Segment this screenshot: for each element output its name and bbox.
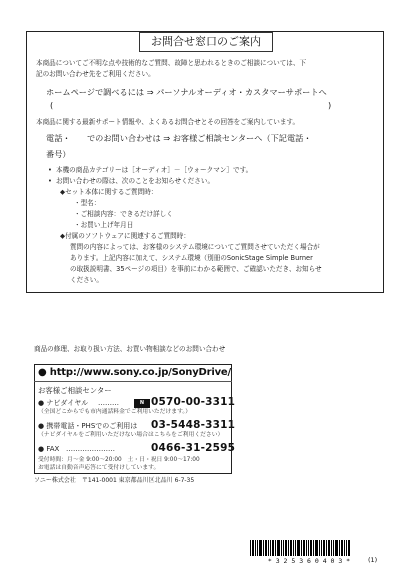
intro-line-1: 本商品についてご不明な点や技術的なご質問、故障と思われるときのご相談については、下 (36, 59, 307, 67)
support-url-link[interactable]: ● http://www.sony.co.jp/SonyDrive/ (38, 367, 231, 378)
software-line-3: の取扱説明書、35ページの項目）を事前にわかる範囲で、ご確認いただき、お知らせ (70, 265, 322, 273)
intro-line-2: 記のお問い合わせ先をご利用ください。 (36, 70, 155, 78)
model-name-item: ・型名： (74, 199, 101, 207)
barcode-icon (250, 540, 368, 556)
navi-dots: ……… (98, 399, 119, 407)
software-line-1: 質問の内容によっては、お客様のシステム環境についてご質問させていただく場合が (70, 243, 320, 251)
mobile-number: 03-5448-3311 (151, 419, 236, 431)
bullet-icon: • (48, 166, 52, 174)
software-questions-heading: ◆付属のソフトウェアに関連するご質問時： (60, 232, 190, 240)
fax-dots: ………………… (66, 445, 115, 453)
barcode-number: * 3 2 5 3 6 0 4 0 3 * (267, 557, 351, 565)
fax-number: 0466-31-2595 (151, 442, 236, 454)
navi-label: ● ナビダイヤル (38, 399, 89, 407)
navi-number: 0570-00-3311 (151, 396, 236, 408)
company-address: ソニー株式会社 〒141-0001 東京都品川区北品川 6-7-35 (34, 477, 195, 484)
inform-line: お問い合わせの際は、次のことをお知らせください。 (56, 177, 215, 185)
consultation-item: ・ご相談内容：できるだけ詳しく (74, 210, 173, 218)
phone-inquiry-line-2: 番号） (46, 149, 71, 159)
category-line: 本機の商品カテゴリーは［オーディオ］－［ウォークマン］です。 (56, 166, 253, 174)
paren-close: ) (328, 100, 332, 110)
reception-hours: 受付時間：月～金 9:00～20:00 土・日・祝日 9:00～17:00 (38, 457, 200, 463)
homepage-line: ホームページで調べるには ⇒ パーソナルオーディオ・カスタマーサポートへ (46, 87, 327, 97)
homepage-note: 本商品に関する最新サポート情報や、よくあるお問合せとその回答をご案内しています。 (36, 118, 300, 126)
phone-inquiry-line-1: 電話・ でのお問い合わせは ⇒ お客様ご相談センターへ（下記電話・ (46, 133, 312, 143)
center-name: お客様ご相談センター (38, 386, 112, 395)
software-line-4: ください。 (70, 276, 103, 284)
navi-dial-logo-icon: N (134, 399, 150, 408)
navi-note: （全国どこからでも市内通話料金でご利用いただけます。） (38, 409, 192, 415)
divider (34, 381, 232, 382)
paren-open: ( (50, 100, 54, 110)
bullet-icon: • (48, 177, 52, 185)
auto-voice-note: お電話は自動音声応答にて受付けしています。 (38, 465, 160, 471)
mobile-note: （ナビダイヤルをご利用いただけない場合はこちらをご利用ください） (38, 432, 224, 438)
repair-inquiry-line: 商品の修理、お取り扱い方法、お買い物相談などのお問い合わせ (34, 345, 226, 353)
software-line-2: あります。上記内容に加えて、システム環境（別冊のSonicStage Simple Burner (70, 254, 313, 262)
page-marker: (1) (368, 556, 378, 564)
purchase-date-item: ・お買い上げ年月日 (74, 221, 134, 229)
body-questions-heading: ◆セット本体に関するご質問時： (60, 188, 158, 196)
mobile-label: ● 携帯電話・PHSでのご利用は (38, 422, 138, 430)
page-title: お問合せ窓口のご案内 (139, 32, 273, 52)
fax-label: ● FAX (38, 445, 60, 453)
